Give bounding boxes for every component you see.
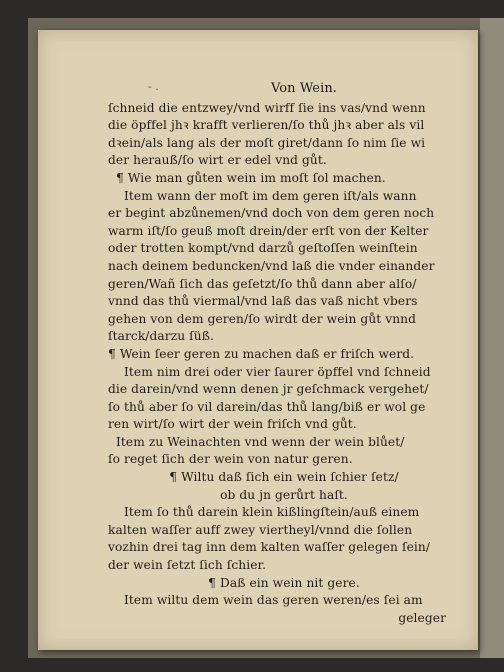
text-line: die öpffel jhꝛ krafft verlieren/ſo thů jhꝛ aber als vil: [108, 118, 425, 133]
section-heading: ¶ Wiltu daß ſich ein wein ſchier ſetz/: [169, 470, 399, 485]
text-line: ſtarck/darzu ſüß.: [108, 329, 214, 344]
facing-page-edge: [480, 18, 504, 658]
text-line: nach deinem beduncken/vnd laß die vnder einander: [108, 258, 435, 273]
text-line: die darein/vnd wenn denen jr geſchmack vergehet/: [108, 382, 429, 397]
text-line: Item zu Weinachten vnd wenn der wein blůet/: [116, 434, 405, 449]
text-line: dꝛein/als lang als der moſt giret/dann ſo nim ſie wi: [108, 135, 426, 150]
text-line: Item wann der moſt im dem geren iſt/als wann: [124, 188, 417, 203]
text-line: ſchneid die entzwey/vnd wirff ſie ins vas/vnd wenn: [108, 100, 426, 115]
section-heading: ¶ Wein ſeer geren zu machen daß er friſch werd.: [108, 346, 415, 361]
text-line: ren wirt/ſo wirt der wein friſch vnd gůt.: [108, 417, 357, 432]
catchword: geleger: [398, 610, 446, 625]
text-line: gehen von dem geren/ſo wirdt der wein gůt vnnd: [108, 311, 417, 326]
page-mark: - .: [148, 80, 159, 93]
text-line: oder trotten kompt/vnd darzů geſtoſſen weinſtein: [108, 241, 418, 256]
text-line: kalten waſſer auff zwey viertheyl/vnnd die ſollen: [108, 522, 413, 537]
text-line: Item ſo thů darein klein kißlingſtein/auß einem: [124, 505, 420, 520]
section-heading: ob du jn gerůrt haſt.: [220, 487, 348, 502]
running-header: Von Wein.: [270, 81, 338, 96]
text-line: geren/Wañ ſich das geſetzt/ſo thů dann aber alſo/: [108, 276, 417, 291]
text-line: vnnd das thů viermal/vnd laß das vaß nicht vbers: [108, 294, 418, 309]
text-line: der wein ſetzt ſich ſchier.: [108, 558, 267, 573]
text-line: er begint abzůnemen/vnd doch von dem geren noch: [108, 206, 435, 221]
text-line: ſo reget ſich der wein von natur geren.: [108, 452, 353, 467]
text-line: warm iſt/ſo geuß moſt drein/der erſt von der Kelter: [108, 223, 429, 238]
section-heading: ¶ Daß ein wein nit gere.: [208, 575, 360, 590]
page-text: [108, 80, 460, 627]
text-line: ſo thů aber ſo vil darein/das thů lang/biß er wol ge: [108, 399, 426, 414]
text-line: der herauß/ſo wirt er edel vnd gůt.: [108, 153, 327, 168]
text-line: vozhin drei tag inn dem kalten waſſer gelegen ſein/: [108, 540, 431, 555]
text-line: Item nim drei oder vier ſaurer öpffel vnd ſchneid: [124, 364, 431, 379]
text-line: Item wiltu dem wein das geren weren/es ſei am: [124, 593, 423, 608]
section-heading: ¶ Wie man gůten wein im moſt ſol machen.: [116, 170, 386, 185]
